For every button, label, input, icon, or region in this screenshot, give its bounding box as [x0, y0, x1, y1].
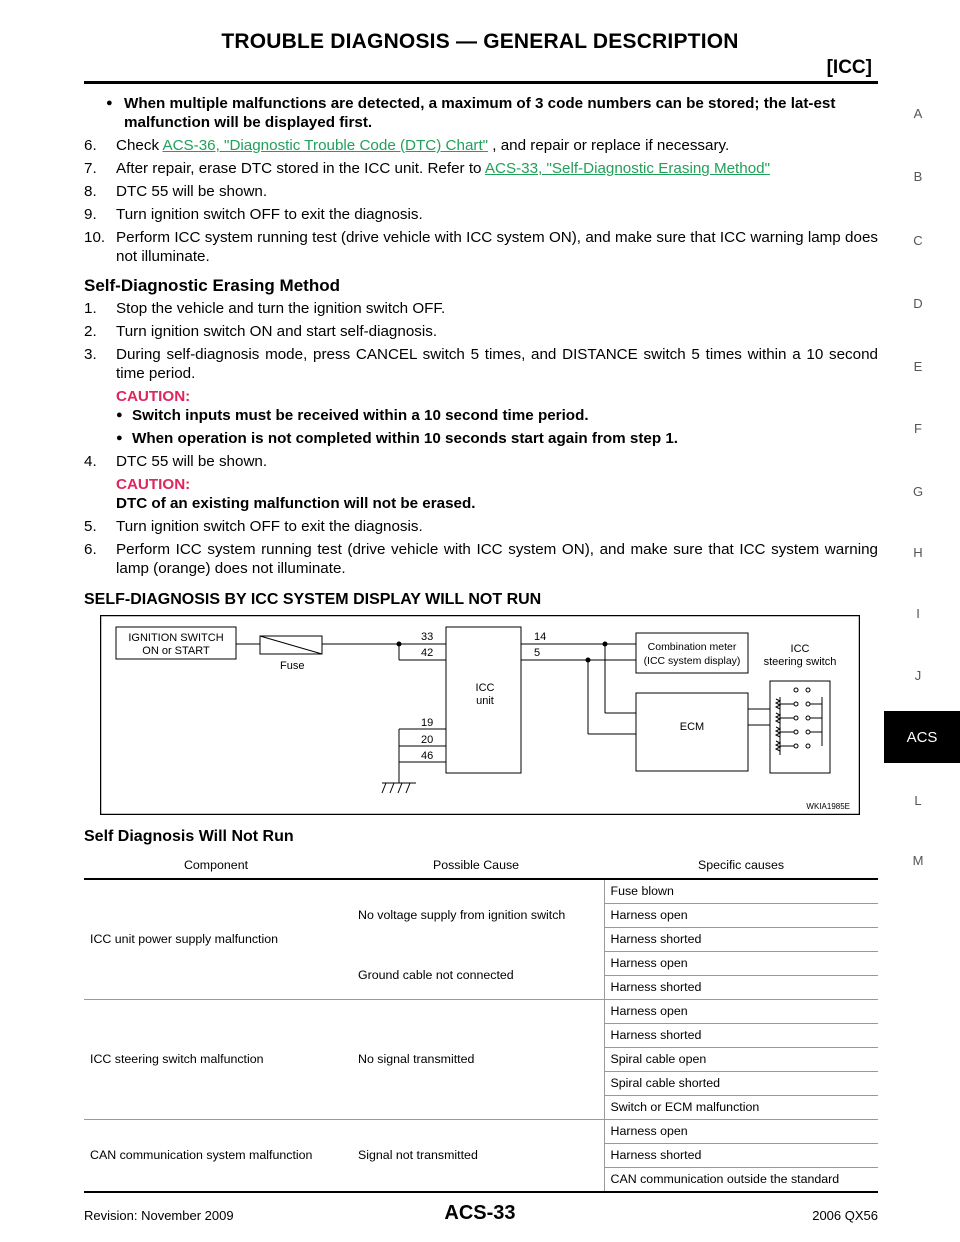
step-number: 5. — [84, 518, 97, 535]
caution-item: ● When operation is not completed within 10 seconds start again from step 1. — [84, 429, 878, 448]
step-number: 2. — [84, 323, 97, 340]
step-number: 8. — [84, 183, 97, 200]
ecm-label: ECM — [679, 721, 705, 733]
g2-specific-1: Harness shorted — [604, 1024, 878, 1048]
step-text: During self-diagnosis mode, press CANCEL switch 5 times, and DISTANCE switch 5 times within a 10 second time period. — [116, 346, 878, 382]
step-number: 6. — [84, 137, 97, 154]
wiring-diagram — [100, 615, 860, 815]
g2-specific-0: Harness open — [604, 1000, 878, 1024]
step-number: 7. — [84, 160, 97, 177]
step-text: , and repair or replace if necessary. — [488, 137, 730, 154]
g1-cause-a: No voltage supply from ignition switch — [358, 908, 566, 923]
step-a9 — [84, 205, 878, 224]
multiple-dtc-note: ● When multiple malfunctions are detected, a maximum of 3 code numbers can be stored; the lat-est malfunction will be displayed first. — [84, 94, 878, 132]
fuse-label: Fuse — [280, 660, 305, 672]
g1-component: ICC unit power supply malfunction — [84, 879, 348, 1000]
step-number: 4. — [84, 453, 97, 470]
side-index-m[interactable]: M — [912, 853, 924, 868]
side-index-h[interactable]: H — [913, 545, 923, 560]
ignition-switch-sublabel: ON or START — [142, 645, 210, 657]
step-text: Perform ICC system running test (drive vehicle with ICC system ON), and make sure that ICC warning lamp does not illuminate. — [116, 229, 878, 265]
step-text: Check — [116, 137, 163, 154]
erase-step-6 — [84, 540, 878, 578]
pin-46: 46 — [421, 750, 434, 762]
g1-cause-b: Ground cable not connected — [348, 952, 604, 1000]
combination-meter-box — [636, 633, 748, 673]
header-rule — [84, 81, 878, 84]
step-text: After repair, erase DTC stored in the ICC unit. Refer to — [116, 160, 485, 177]
col-specific-causes: Specific causes — [604, 852, 878, 879]
side-index-c[interactable]: C — [913, 233, 923, 248]
pin-19: 19 — [421, 717, 434, 729]
icc-unit-sublabel: unit — [476, 695, 494, 707]
step-number: 1. — [84, 300, 97, 317]
side-index-e[interactable]: E — [913, 359, 923, 374]
step-text: DTC 55 will be shown. — [116, 453, 268, 470]
step-number: 9. — [84, 206, 97, 223]
col-possible-cause: Possible Cause — [348, 852, 604, 879]
step-number: 10. — [84, 229, 106, 246]
col-component: Component — [84, 852, 348, 879]
pin-14: 14 — [534, 631, 547, 643]
section-label: [ICC] — [826, 57, 872, 78]
step-a6 — [84, 136, 878, 155]
step-text: Turn ignition switch OFF to exit the diagnosis. — [116, 518, 423, 535]
g3-cause: Signal not transmitted — [348, 1120, 604, 1193]
g2-component: ICC steering switch malfunction — [84, 1000, 348, 1120]
side-index-a[interactable]: A — [913, 106, 923, 121]
footer-revision: Revision: November 2009 — [84, 1208, 234, 1223]
step-text: Turn ignition switch OFF to exit the diagnosis. — [116, 206, 423, 223]
g2-specific-2: Spiral cable open — [604, 1048, 878, 1072]
g2-specific-3: Spiral cable shorted — [604, 1072, 878, 1096]
erase-step-3 — [84, 345, 878, 383]
side-index-acs-active[interactable]: ACS — [884, 711, 960, 763]
steering-switch-sublabel: steering switch — [763, 656, 837, 668]
step-number: 6. — [84, 541, 97, 558]
g2-specific-4: Switch or ECM malfunction — [604, 1096, 878, 1120]
table-heading: Self Diagnosis Will Not Run — [84, 828, 294, 845]
g1-specific-b1: Harness shorted — [604, 976, 878, 1000]
diagnosis-table — [84, 852, 878, 1193]
caution-text: DTC of an existing malfunction will not be erased. — [116, 495, 476, 512]
pin-42: 42 — [421, 647, 434, 659]
g3-specific-1: Harness shorted — [604, 1144, 878, 1168]
side-index-d[interactable]: D — [913, 296, 923, 311]
dtc-chart-link[interactable]: ACS-36, "Diagnostic Trouble Code (DTC) Chart" — [162, 137, 489, 154]
side-index-b[interactable]: B — [913, 169, 923, 184]
erase-step-2 — [84, 322, 878, 341]
steering-switch-label: ICC — [790, 643, 810, 655]
ignition-switch-label: IGNITION SWITCH — [128, 632, 224, 644]
erase-step-5 — [84, 517, 878, 536]
diagram-heading: SELF-DIAGNOSIS BY ICC SYSTEM DISPLAY WILL NOT RUN — [84, 591, 542, 608]
content — [84, 94, 878, 1193]
side-index-i[interactable]: I — [916, 606, 920, 621]
icc-unit-label: ICC — [475, 682, 495, 694]
caution-item: ● Switch inputs must be received within a 10 second time period. — [84, 406, 878, 425]
side-index-g[interactable]: G — [912, 484, 924, 499]
g3-specific-2: CAN communication outside the standard — [604, 1168, 878, 1193]
g1-specific-a1: Harness open — [604, 904, 878, 928]
step-text: Stop the vehicle and turn the ignition switch OFF. — [116, 300, 446, 317]
step-a7 — [84, 159, 878, 178]
side-index — [876, 0, 960, 1242]
step-a10 — [84, 228, 878, 266]
footer-model: 2006 QX56 — [812, 1208, 878, 1223]
pin-20: 20 — [421, 734, 434, 746]
figure-code: WKIA1985E — [806, 802, 850, 811]
g1-specific-a0: Fuse blown — [604, 879, 878, 904]
pin-33: 33 — [421, 631, 434, 643]
erase-step-4 — [84, 452, 878, 471]
g1-specific-a2: Harness shorted — [604, 928, 878, 952]
page-title: TROUBLE DIAGNOSIS — GENERAL DESCRIPTION — [221, 30, 739, 53]
pin-5: 5 — [534, 647, 541, 659]
g3-component: CAN communication system malfunction — [84, 1120, 348, 1193]
caution-label: CAUTION: — [116, 388, 191, 405]
steering-switch-box — [770, 681, 830, 773]
g3-specific-0: Harness open — [604, 1120, 878, 1144]
caution-label: CAUTION: — [116, 476, 191, 493]
step-text: Perform ICC system running test (drive vehicle with ICC system ON), and make sure that ICC system warning lamp (orange) does not illuminate. — [116, 541, 878, 577]
side-index-l[interactable]: L — [914, 793, 922, 808]
step-text: Turn ignition switch ON and start self-diagnosis. — [116, 323, 438, 340]
footer-page-number: ACS-33 — [444, 1202, 516, 1224]
g1-specific-b0: Harness open — [604, 952, 878, 976]
side-index-f[interactable]: F — [914, 421, 922, 436]
step-text: DTC 55 will be shown. — [116, 183, 268, 200]
combination-meter-sublabel: (ICC system display) — [643, 655, 741, 667]
step-number: 3. — [84, 346, 97, 363]
erasing-method-heading: Self-Diagnostic Erasing Method — [84, 276, 340, 295]
combination-meter-label: Combination meter — [647, 641, 737, 653]
step-a8 — [84, 182, 878, 201]
erase-step-1 — [84, 299, 878, 318]
erasing-method-link[interactable]: ACS-33, "Self-Diagnostic Erasing Method" — [484, 160, 771, 177]
side-index-j[interactable]: J — [914, 668, 922, 683]
g2-cause: No signal transmitted — [348, 1000, 604, 1120]
